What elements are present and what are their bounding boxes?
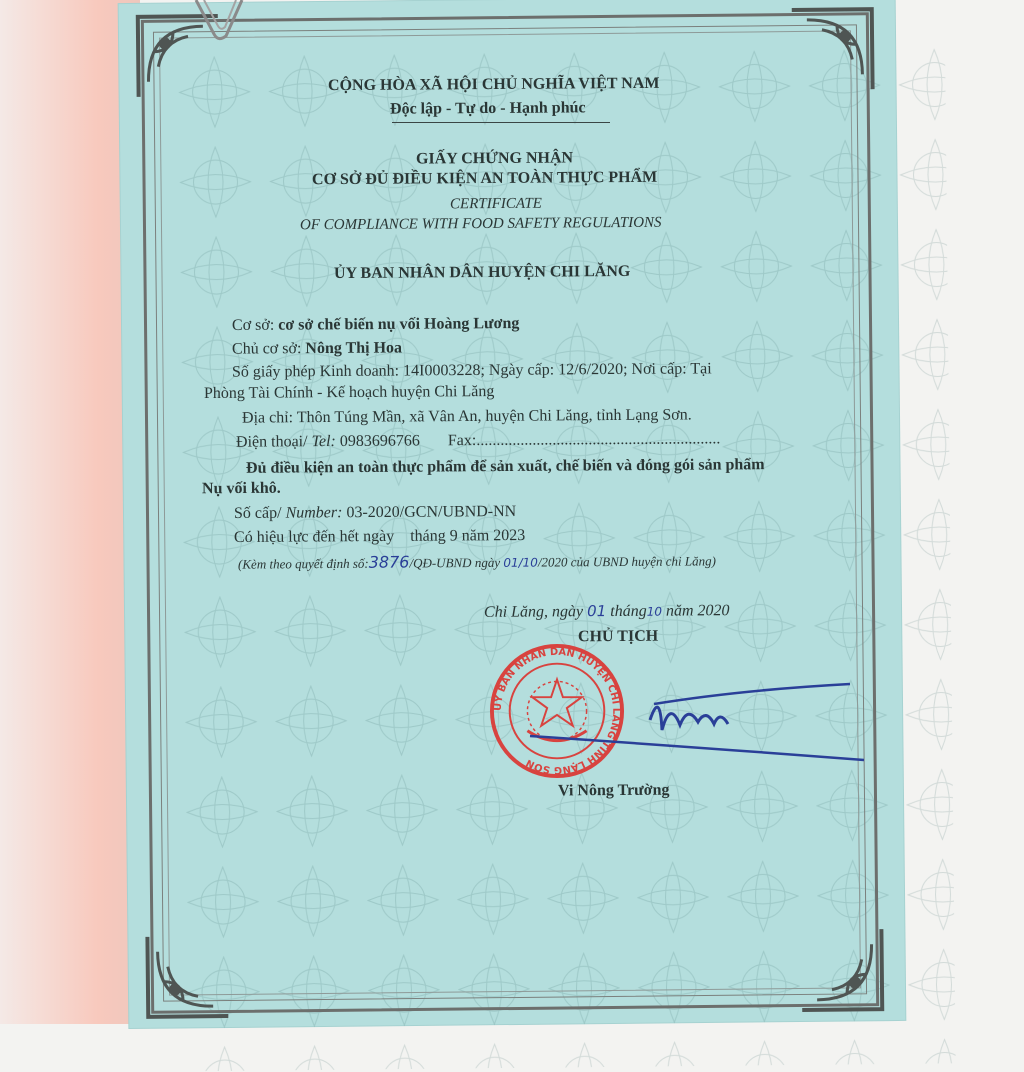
qualify-line2: Nụ vối khô.: [201, 479, 281, 498]
title-line2: CƠ SỞ ĐỦ ĐIỀU KIỆN AN TOÀN THỰC PHẨM: [311, 168, 658, 189]
signer-name: Vi Nông Trường: [557, 781, 670, 800]
corner-ornament-icon: [787, 4, 878, 95]
qualify-line1: Đủ điều kiện an toàn thực phẩm để sản xuất, chế biến và đóng gói sản phẩm: [245, 456, 765, 477]
number-label: Số cấp/: [233, 504, 282, 522]
title-en1: CERTIFICATE: [449, 195, 543, 213]
number-en-label: Number:: [285, 504, 343, 522]
number-value: 03-2020/GCN/UBND-NN: [346, 503, 517, 522]
facility-line: [232, 315, 519, 335]
title-line1: GIẤY CHỨNG NHẬN: [415, 149, 574, 168]
facility-value: cơ sở chế biến nụ vối Hoàng Lương: [278, 314, 520, 334]
date-day: 01: [587, 602, 607, 621]
phone-line: [236, 430, 720, 451]
phone-prefix: Điện thoại/: [235, 433, 308, 451]
attach-suffix: /2020 của UBND huyện chi Lăng): [537, 553, 716, 570]
license-line2: Phòng Tài Chính - Kế hoạch huyện Chi Lăng: [203, 382, 495, 403]
background-edge: [0, 0, 140, 1024]
attach-decision-number: 3876: [368, 552, 410, 572]
month-label: tháng: [610, 602, 647, 620]
place-prefix: Chi Lăng, ngày: [483, 603, 584, 621]
place-date-line: [484, 601, 730, 622]
phone-value: 0983696766: [339, 432, 420, 450]
attach-prefix: (Kèm theo quyết định số:: [237, 555, 369, 572]
owner-label: Chủ cơ sở:: [231, 340, 302, 358]
attach-date: 01/10: [503, 555, 538, 570]
attachment-line: [238, 550, 716, 572]
issuer: ỦY BAN NHÂN DÂN HUYỆN CHI LĂNG: [333, 262, 631, 283]
owner-value: Nông Thị Hoa: [305, 339, 403, 358]
year-label: năm 2020: [665, 602, 730, 620]
validity: Có hiệu lực đến hết ngày tháng 9 năm 2023: [233, 526, 526, 547]
motto-underline: [392, 122, 610, 123]
corner-ornament-icon: [796, 924, 887, 1015]
motto: Độc lập - Tự do - Hạnh phúc: [389, 99, 586, 118]
republic-heading: CỘNG HÒA XÃ HỘI CHỦ NGHĨA VIỆT NAM: [327, 74, 660, 95]
date-month: 10: [646, 604, 663, 619]
title-en2: OF COMPLIANCE WITH FOOD SAFETY REGULATIONS: [299, 214, 662, 234]
facility-label: Cơ sở:: [231, 316, 275, 335]
license-line1: Số giấy phép Kinh doanh: 14I0003228; Ngày cấp: 12/6/2020; Nơi cấp: Tại: [231, 360, 712, 381]
paper-clip-icon: [178, 0, 258, 44]
address: Địa chỉ: Thôn Túng Mần, xã Vân An, huyện Chi Lăng, tỉnh Lạng Sơn.: [241, 406, 692, 427]
owner-line: [232, 339, 402, 358]
corner-ornament-icon: [142, 931, 233, 1022]
fax: Fax:.............................................................: [447, 430, 721, 450]
attach-mid: /QĐ-UBND ngày: [409, 554, 501, 571]
handwritten-signature: [520, 680, 864, 770]
signer-position: CHỦ TỊCH: [577, 627, 659, 646]
seal-text: ỦY BAN NHÂN DÂN HUYỆN CHI LĂNG TỈNH LẠNG SƠN: [492, 646, 622, 776]
phone-tel-label: Tel:: [311, 432, 336, 451]
number-line: [234, 503, 516, 523]
